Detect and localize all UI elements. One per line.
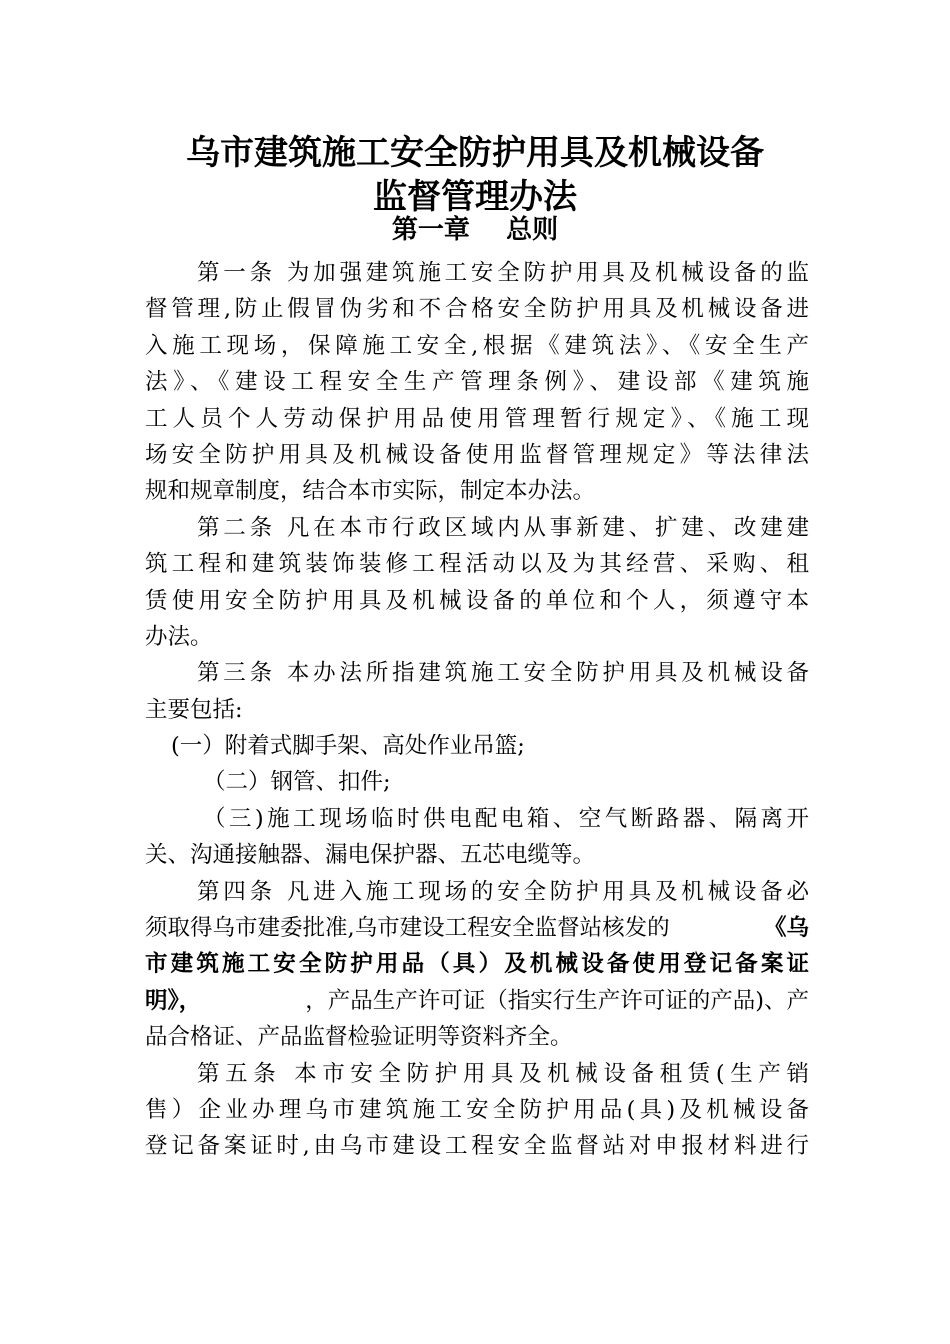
text-line: 场安全防护用具及机械设备使用监督管理规定》等法律法 <box>145 441 809 468</box>
text-line: 第五条 本市安全防护用具及机械设备租赁(生产销 <box>197 1060 809 1087</box>
text-line: (一）附着式脚手架、高处作业吊篮; <box>171 733 525 760</box>
chapter-heading: 第一章 总则 <box>391 215 559 245</box>
text-line: 售）企业办理乌市建筑施工安全防护用品(具)及机械设备 <box>145 1096 809 1123</box>
text-line: 工人员个人劳动保护用品使用管理暂行规定》、《施工现 <box>145 405 809 432</box>
document-title-line1: 乌市建筑施工安全防护用具及机械设备 <box>186 133 764 173</box>
document-body <box>145 255 809 1165</box>
text-line: （三)施工现场临时供电配电箱、空气断路器、隔离开 <box>203 805 809 832</box>
text-segment: ，产品生产许可证（指实行生产许可证的产品)、产 <box>305 987 809 1014</box>
text-line: 法》、《建设工程安全生产管理条例》、建设部《建筑施 <box>145 369 809 396</box>
text-line: 第三条 本办法所指建筑施工安全防护用具及机械设备 <box>197 660 809 687</box>
bold-text-segment: 《乌 <box>763 915 809 942</box>
text-line: 督管理,防止假冒伪劣和不合格安全防护用具及机械设备进 <box>145 296 809 323</box>
text-line <box>145 910 809 946</box>
text-line: 规和规章制度，结合本市实际，制定本办法。 <box>145 478 596 505</box>
text-line: 第二条 凡在本市行政区域内从事新建、扩建、改建建 <box>197 514 809 541</box>
text-line: 第一条 为加强建筑施工安全防护用具及机械设备的监 <box>197 260 809 286</box>
text-line: （二）钢管、扣件; <box>203 769 391 796</box>
text-line: 登记备案证时,由乌市建设工程安全监督站对申报材料进行 <box>145 1133 809 1160</box>
text-line: 赁使用安全防护用具及机械设备的单位和个人，须遵守本 <box>145 587 809 614</box>
text-line: 品合格证、产品监督检验证明等资料齐全。 <box>145 1024 573 1051</box>
text-line: 第四条 凡进入施工现场的安全防护用具及机械设备必 <box>197 878 809 905</box>
text-line <box>145 983 809 1019</box>
text-line: 办法。 <box>145 623 213 650</box>
text-segment: 须取得乌市建委批准,乌市建设工程安全监督站核发的 <box>145 915 670 942</box>
text-line: 入施工现场，保障施工安全,根据《建筑法》、《安全生产 <box>145 332 809 359</box>
bold-text-line: 市建筑施工安全防护用品（具）及机械设备使用登记备案证 <box>145 951 809 978</box>
text-line: 筑工程和建筑装饰装修工程活动以及为其经营、采购、租 <box>145 551 809 578</box>
text-line: 关、沟通接触器、漏电保护器、五芯电缆等。 <box>145 842 596 869</box>
text-line: 主要包括: <box>145 696 243 723</box>
document-title-line2: 监督管理办法 <box>373 177 577 217</box>
bold-text-segment: 明》， <box>145 987 202 1014</box>
